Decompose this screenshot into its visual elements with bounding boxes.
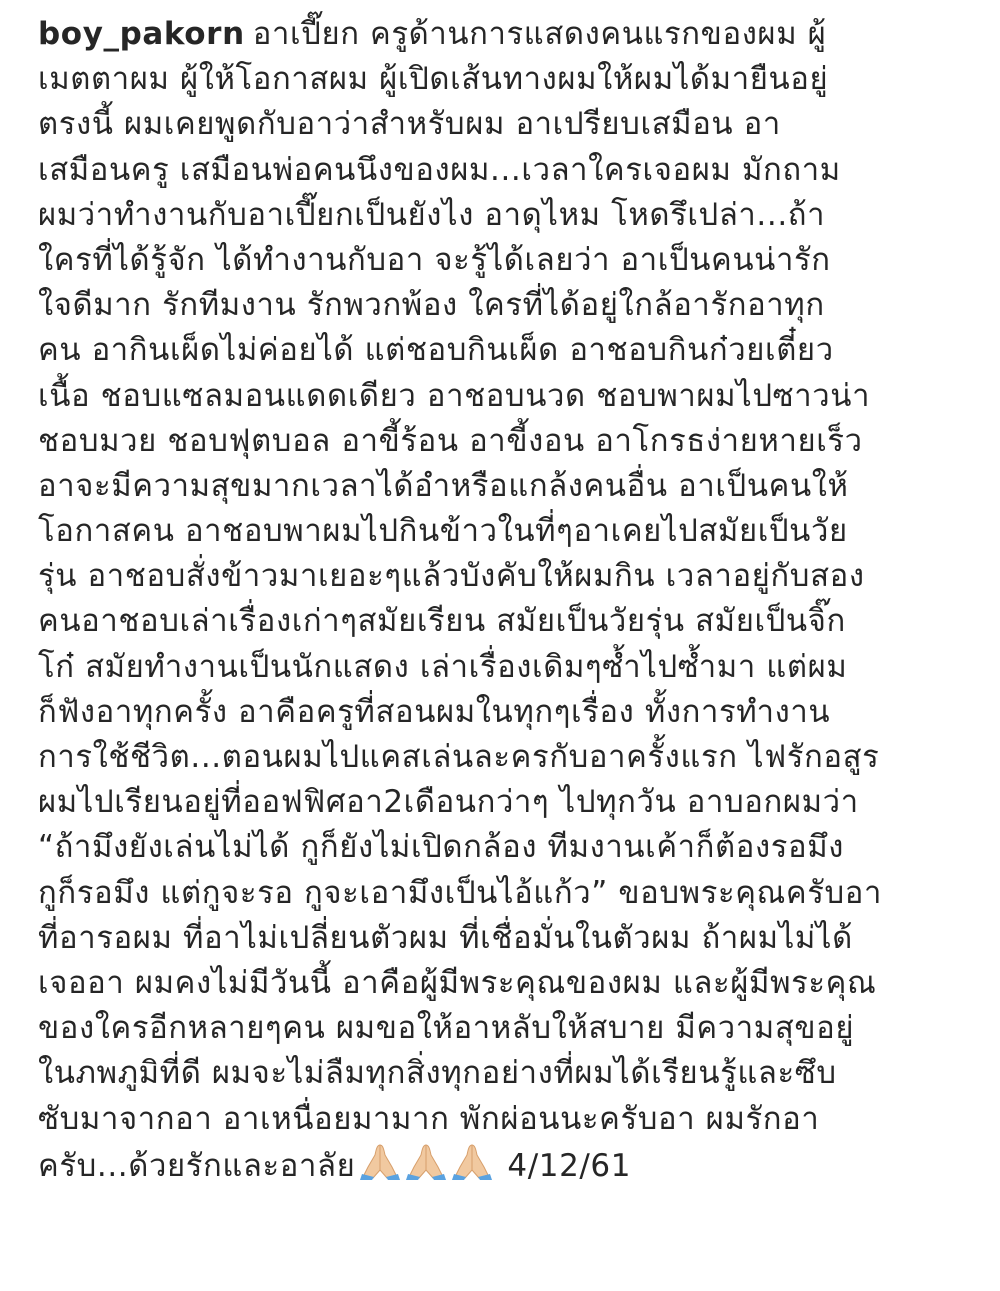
- post-date: 4/12/61: [507, 1147, 632, 1184]
- caption-line: ผมไปเรียนอยู่ที่ออฟฟิศอา2เดือนกว่าๆ ไปทุกวัน อาบอกผมว่า: [38, 784, 859, 821]
- username-link[interactable]: boy_pakorn: [38, 16, 245, 52]
- caption-line: รุ่น อาชอบสั่งข้าวมาเยอะๆแล้วบังคับให้ผมกิน เวลาอยู่กับสอง: [38, 558, 865, 595]
- praying-hands-icon: [451, 1142, 493, 1193]
- caption-last-line: [38, 1142, 978, 1187]
- caption-line: คน อากินเผ็ดไม่ค่อยได้ แต่ชอบกินเผ็ด อาชอบกินก๋วยเตี๋ยว: [38, 332, 834, 369]
- caption-line: ที่อารอผม ที่อาไม่เปลี่ยนตัวผม ที่เชื่อมั่นในตัวผม ถ้าผมไม่ได้: [38, 919, 853, 956]
- caption-line: ผมว่าทำงานกับอาเปี๊ยกเป็นยังไง อาดุไหม โหดรึเปล่า...ถ้า: [38, 196, 826, 233]
- caption-line: เนื้อ ชอบแซลมอนแดดเดียว อาชอบนวด ชอบพาผมไปซาวน่า: [38, 377, 871, 414]
- emoji-row: [355, 1148, 493, 1184]
- caption-line: เสมือนครู เสมือนพ่อคนนึงของผม...เวลาใครเจอผม มักถาม: [38, 151, 841, 188]
- caption-line: ใครที่ได้รู้จัก ได้ทำงานกับอา จะรู้ได้เลยว่า อาเป็นคนน่ารัก: [38, 241, 831, 278]
- caption-line: เมตตาผม ผู้ให้โอกาสผม ผู้เปิดเส้นทางผมให้ผมได้มายืนอยู่: [38, 61, 829, 98]
- caption-line: ชอบมวย ชอบฟุตบอล อาขี้ร้อน อาขี้งอน อาโกรธง่ายหายเร็ว: [38, 422, 863, 459]
- caption-line: “ถ้ามึงยังเล่นไม่ได้ กูก็ยังไม่เปิดกล้อง ทีมงานเค้าก็ต้องรอมึง: [38, 829, 844, 866]
- praying-hands-icon: [405, 1142, 447, 1193]
- caption-line: ของใครอีกหลายๆคน ผมขอให้อาหลับให้สบาย มีความสุขอยู่: [38, 1010, 855, 1047]
- caption-line: ในภพภูมิที่ดี ผมจะไม่ลืมทุกสิ่งทุกอย่างที่ผมได้เรียนรู้และซึบ: [38, 1055, 837, 1092]
- caption-text: อาเปี๊ยก ครูด้านการแสดงคนแรกของผม ผู้: [252, 16, 827, 52]
- caption-line: การใช้ชีวิต...ตอนผมไปแคสเล่นละครกับอาครั้งแรก ไฟรักอสูร: [38, 739, 880, 775]
- caption-line-1: [38, 12, 978, 57]
- caption-line: ตรงนี้ ผมเคยพูดกับอาว่าสำหรับผม อาเปรียบเสมือน อา: [38, 106, 781, 143]
- caption-line: กูก็รอมึง แต่กูจะรอ กูจะเอามึงเป็นไอ้แก้ว” ขอบพระคุณครับอา: [38, 874, 882, 911]
- post-caption: [38, 12, 978, 1187]
- caption-line: โอกาสคน อาชอบพาผมไปกินข้าวในที่ๆอาเคยไปสมัยเป็นวัย: [38, 513, 848, 550]
- caption-line: เจออา ผมคงไม่มีวันนี้ อาคือผู้มีพระคุณของผม และผู้มีพระคุณ: [38, 964, 877, 1001]
- caption-body: [38, 57, 978, 1142]
- caption-line: คนอาชอบเล่าเรื่องเก่าๆสมัยเรียน สมัยเป็นวัยรุ่น สมัยเป็นจิ๊ก: [38, 603, 846, 640]
- caption-line: อาจะมีความสุขมากเวลาได้อำหรือแกล้งคนอื่น อาเป็นคนให้: [38, 467, 849, 504]
- praying-hands-icon: [359, 1142, 401, 1193]
- caption-line: โก๋ สมัยทำงานเป็นนักแสดง เล่าเรื่องเดิมๆซ้ำไปซ้ำมา แต่ผม: [38, 648, 848, 685]
- caption-line: ก็ฟังอาทุกครั้ง อาคือครูที่สอนผมในทุกๆเรื่อง ทั้งการทำงาน: [38, 693, 831, 730]
- caption-line: ใจดีมาก รักทีมงาน รักพวกพ้อง ใครที่ได้อยู่ใกล้อารักอาทุก: [38, 287, 825, 324]
- caption-line: ซับมาจากอา อาเหนื่อยมามาก พักผ่อนนะครับอา ผมรักอา: [38, 1100, 820, 1137]
- caption-text: ครับ...ด้วยรักและอาลัย: [38, 1147, 356, 1184]
